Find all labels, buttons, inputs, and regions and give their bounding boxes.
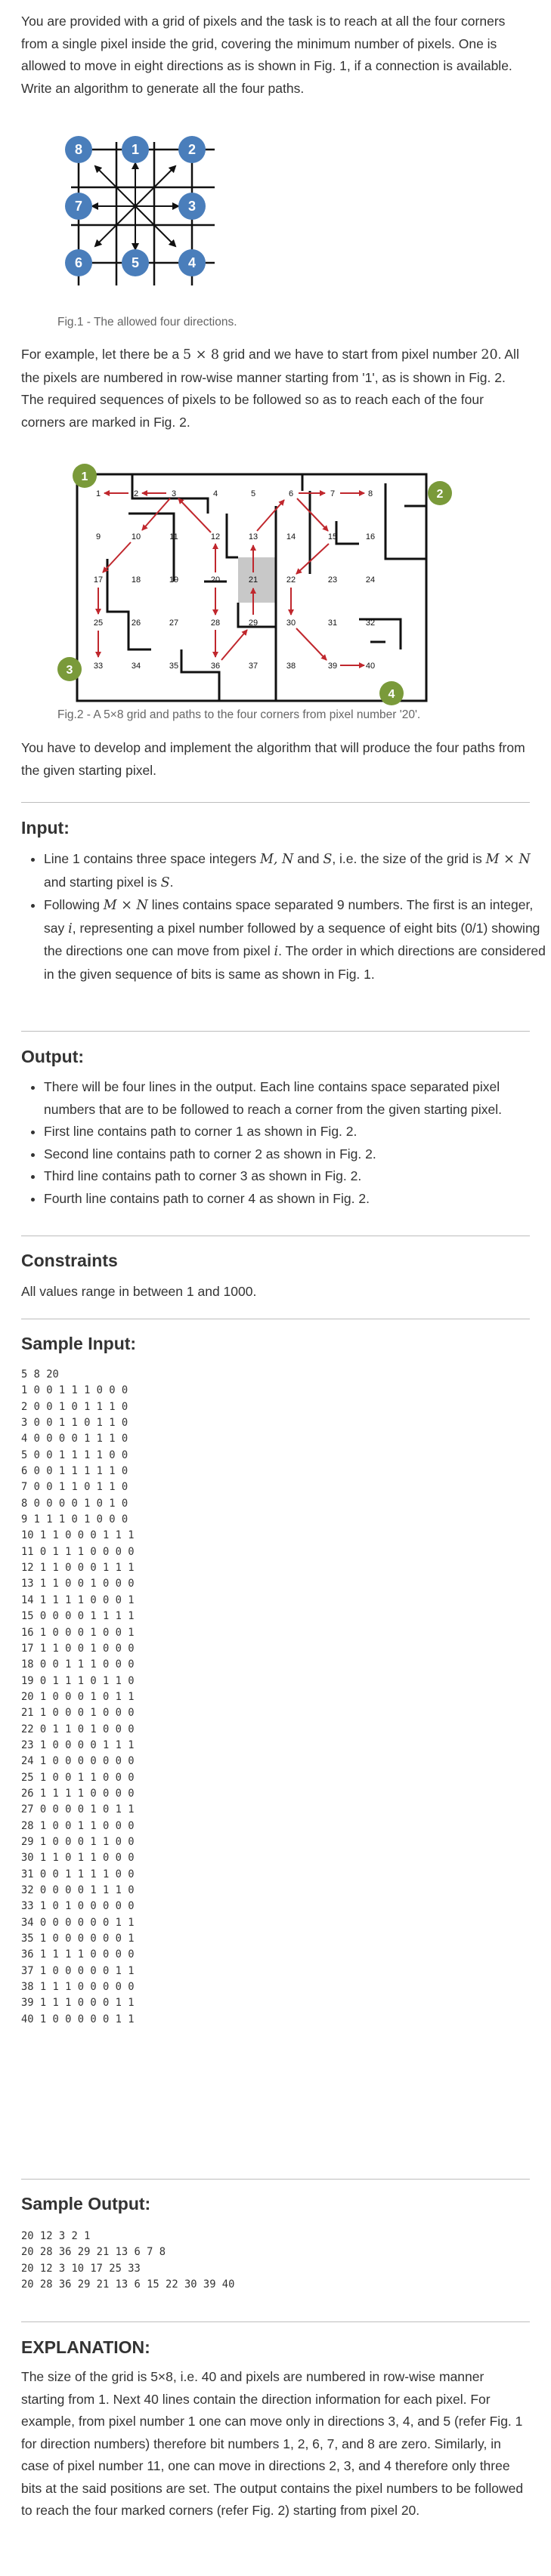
svg-text:26: 26	[131, 619, 141, 628]
sample-input-line: 12 1 1 0 0 0 1 1 1	[21, 1562, 135, 1575]
sample-input-line: 38 1 1 1 0 0 0 0 0	[21, 1981, 135, 1994]
sample-input-line: 18 0 0 1 1 1 0 0 0	[21, 1658, 135, 1671]
sample-input-line: 29 1 0 0 0 1 1 0 0	[21, 1835, 135, 1848]
intro-paragraph: You are provided with a grid of pixels and the task is to reach at all the four corners from a single pixel inside the grid, covering the minimum number of pixels. One is allowed to move in eight directions as is shown in Fig. 1, if a connection is available. Write an algorithm to generate all the four paths.	[21, 14, 512, 96]
svg-text:34: 34	[131, 662, 141, 671]
sample-output-heading: Sample Output:	[21, 2194, 151, 2214]
svg-text:37: 37	[248, 662, 258, 671]
input-heading: Input:	[21, 818, 70, 838]
sample-output-line: 20 12 3 2 1	[21, 2230, 91, 2242]
sample-input-line: 20 1 0 0 0 1 0 1 1	[21, 1690, 135, 1703]
output-item: • Third line contains path to corner 3 as shown in Fig. 2.	[44, 1165, 551, 1188]
svg-text:40: 40	[365, 662, 376, 671]
sample-input-line: 19 0 1 1 1 0 1 1 0	[21, 1674, 135, 1687]
svg-text:5: 5	[250, 489, 256, 498]
develop-paragraph: You have to develop and implement the algorithm that will produce the four paths from the given starting pixel.	[21, 740, 525, 778]
svg-text:2: 2	[133, 489, 139, 498]
direction-label-4: 4	[187, 255, 197, 270]
output-list	[21, 1076, 551, 1210]
sample-input-line: 33 1 0 1 0 0 0 0 0	[21, 1900, 135, 1913]
sample-input-line: 28 1 0 0 1 1 0 0 0	[21, 1819, 135, 1832]
svg-text:4: 4	[212, 489, 218, 498]
svg-text:24: 24	[365, 575, 376, 585]
divider	[21, 2321, 530, 2322]
divider	[21, 802, 530, 803]
direction-label-6: 6	[74, 255, 83, 270]
svg-text:30: 30	[286, 619, 296, 628]
direction-label-2: 2	[187, 142, 197, 157]
corner-4-label: 4	[388, 688, 395, 701]
input-list	[21, 848, 551, 986]
svg-text:18: 18	[131, 575, 141, 585]
sample-input-heading: Sample Input:	[21, 1334, 137, 1353]
figure-2-caption: Fig.2 - A 5×8 grid and paths to the four corners from pixel number '20'.	[57, 708, 421, 721]
sample-input-line: 34 0 0 0 0 0 0 1 1	[21, 1916, 135, 1929]
sample-input-line: 21 1 0 0 0 1 0 0 0	[21, 1707, 135, 1720]
sample-output-line: 20 12 3 10 17 25 33	[21, 2262, 141, 2275]
explanation-text: The size of the grid is 5×8, i.e. 40 and pixels are numbered in row-wise manner starting from 1. Next 40 lines contain the direction information for each pixel. For example, from pixel number 1 one can move only in directions 3, 4, and 5 (refer Fig. 1 for direction numbers) therefore bit numbers 1, 2, 6, 7, and 8 are zero. Similarly, in case of pixel number 11, one can move in directions 2, 3, and 4 therefore only three bits at the said positions are set. The output contains the pixel numbers to be followed to reach the four marked corners (refer Fig. 2) starting from pixel 20.	[21, 2369, 524, 2518]
svg-text:21: 21	[248, 575, 258, 585]
svg-text:19: 19	[169, 575, 179, 585]
sample-input-line: 6 0 0 1 1 1 1 1 0	[21, 1465, 128, 1478]
svg-text:14: 14	[286, 532, 296, 541]
svg-text:33: 33	[93, 662, 104, 671]
sample-input-line: 1 0 0 1 1 1 0 0 0	[21, 1384, 128, 1397]
figure-2-grid	[53, 461, 453, 710]
sample-input-line: 13 1 1 0 0 1 0 0 0	[21, 1578, 135, 1590]
sample-input-line: 17 1 1 0 0 1 0 0 0	[21, 1642, 135, 1655]
svg-text:27: 27	[169, 619, 179, 628]
figure-1-caption: Fig.1 - The allowed four directions.	[57, 316, 237, 329]
svg-text:22: 22	[286, 575, 296, 585]
svg-text:11: 11	[169, 532, 178, 541]
sample-input-line: 39 1 1 1 0 0 0 1 1	[21, 1997, 135, 2010]
constraints-heading: Constraints	[21, 1251, 118, 1270]
svg-text:3: 3	[171, 489, 177, 498]
divider	[21, 2179, 530, 2180]
sample-input-line: 3 0 0 1 1 0 1 1 0	[21, 1417, 128, 1430]
sample-input-line: 5 0 0 1 1 1 1 0 0	[21, 1448, 128, 1461]
sample-input-line: 36 1 1 1 1 0 0 0 0	[21, 1948, 135, 1961]
sample-input-line: 35 1 0 0 0 0 0 0 1	[21, 1933, 135, 1945]
divider	[21, 1031, 530, 1032]
sample-input-line: 24 1 0 0 0 0 0 0 0	[21, 1755, 135, 1768]
corner-2-label: 2	[436, 488, 444, 501]
constraints-text: All values range in between 1 and 1000.	[21, 1284, 257, 1299]
sample-input-line: 27 0 0 0 0 1 0 1 1	[21, 1803, 135, 1816]
sample-input-line: 25 1 0 0 1 1 0 0 0	[21, 1771, 135, 1784]
sample-input-line: 11 0 1 1 1 0 0 0 0	[21, 1545, 135, 1558]
sample-input-line: 22 0 1 1 0 1 0 0 0	[21, 1723, 135, 1735]
output-item: • There will be four lines in the output. Each line contains space separated pixel numbers that are to be followed to reach a corner from the given starting pixel.	[44, 1076, 551, 1121]
svg-text:36: 36	[210, 662, 221, 671]
sample-input-line: 16 1 0 0 0 1 0 0 1	[21, 1626, 135, 1639]
sample-input-line: 40 1 0 0 0 0 0 1 1	[21, 2013, 135, 2025]
example-paragraph: For example, let there be a 5 × 8 grid and we have to start from pixel number 20. All the pixels are numbered in row-wise manner starting from '1', as is shown in Fig. 2. The required sequences of pixels to be followed so as to reach each of the four corners are marked in Fig. 2.	[21, 347, 519, 430]
figure-1-directions	[48, 119, 245, 316]
input-item-2: • Following M × N lines contains space separated 9 numbers. The first is an integer, say i, representing a pixel number followed by a sequence of eight bits (0/1) showing the directions one can move from pixel i. The order in which directions are considered in the given sequence of bits is same as shown in Fig. 1.	[44, 894, 551, 986]
output-item: • First line contains path to corner 1 as shown in Fig. 2.	[44, 1121, 551, 1143]
svg-text:20: 20	[210, 575, 221, 585]
corner-3-label: 3	[66, 664, 73, 677]
sample-input-block	[21, 1367, 531, 2028]
svg-text:16: 16	[365, 532, 376, 541]
svg-text:12: 12	[210, 532, 221, 541]
sample-input-line: 10 1 1 0 0 0 1 1 1	[21, 1529, 135, 1542]
svg-text:35: 35	[169, 662, 179, 671]
svg-text:9: 9	[95, 532, 101, 541]
sample-output-line: 20 28 36 29 21 13 6 15 22 30 39 40	[21, 2278, 235, 2291]
sample-input-line: 31 0 0 1 1 1 1 0 0	[21, 1868, 135, 1880]
sample-input-line: 23 1 0 0 0 0 1 1 1	[21, 1738, 135, 1751]
sample-input-line: 30 1 1 0 1 1 0 0 0	[21, 1852, 135, 1865]
explanation-heading: EXPLANATION:	[21, 2337, 150, 2357]
direction-label-7: 7	[74, 199, 83, 214]
input-item-1: • Line 1 contains three space integers M, N and S, i.e. the size of the grid is M × N and starting pixel is S.	[44, 848, 551, 894]
sample-input-line: 5 8 20	[21, 1368, 59, 1381]
svg-text:10: 10	[131, 532, 141, 541]
sample-output-block	[21, 2229, 531, 2293]
svg-text:25: 25	[93, 619, 104, 628]
svg-text:6: 6	[288, 489, 294, 498]
sample-input-line: 32 0 0 0 0 1 1 1 0	[21, 1884, 135, 1896]
svg-text:31: 31	[327, 619, 338, 628]
direction-label-3: 3	[187, 199, 197, 214]
svg-text:17: 17	[93, 575, 104, 585]
sample-input-line: 15 0 0 0 0 1 1 1 1	[21, 1610, 135, 1623]
svg-text:8: 8	[367, 489, 373, 498]
svg-text:23: 23	[327, 575, 338, 585]
sample-input-line: 14 1 1 1 1 0 0 0 1	[21, 1593, 135, 1606]
sample-input-line: 37 1 0 0 0 0 0 1 1	[21, 1964, 135, 1977]
svg-text:28: 28	[210, 619, 221, 628]
direction-label-1: 1	[131, 142, 140, 157]
svg-text:15: 15	[327, 532, 338, 541]
sample-output-line: 20 28 36 29 21 13 6 7 8	[21, 2246, 166, 2259]
svg-text:39: 39	[327, 662, 338, 671]
sample-input-line: 2 0 0 1 0 1 1 1 0	[21, 1400, 128, 1413]
svg-text:13: 13	[248, 532, 258, 541]
svg-text:1: 1	[95, 489, 101, 498]
corner-1-label: 1	[81, 470, 88, 483]
sample-input-line: 4 0 0 0 0 1 1 1 0	[21, 1433, 128, 1445]
output-item: • Second line contains path to corner 2 as shown in Fig. 2.	[44, 1143, 551, 1166]
sample-input-line: 9 1 1 1 0 1 0 0 0	[21, 1513, 128, 1526]
svg-text:32: 32	[365, 619, 376, 628]
sample-input-line: 7 0 0 1 1 0 1 1 0	[21, 1481, 128, 1494]
svg-text:7: 7	[330, 489, 336, 498]
output-item: • Fourth line contains path to corner 4 as shown in Fig. 2.	[44, 1188, 551, 1211]
sample-input-line: 8 0 0 0 0 1 0 1 0	[21, 1497, 128, 1510]
svg-text:29: 29	[248, 619, 258, 628]
sample-input-line: 26 1 1 1 1 0 0 0 0	[21, 1787, 135, 1800]
output-heading: Output:	[21, 1047, 85, 1066]
direction-label-8: 8	[74, 142, 83, 157]
svg-text:38: 38	[286, 662, 296, 671]
direction-label-5: 5	[131, 255, 140, 270]
